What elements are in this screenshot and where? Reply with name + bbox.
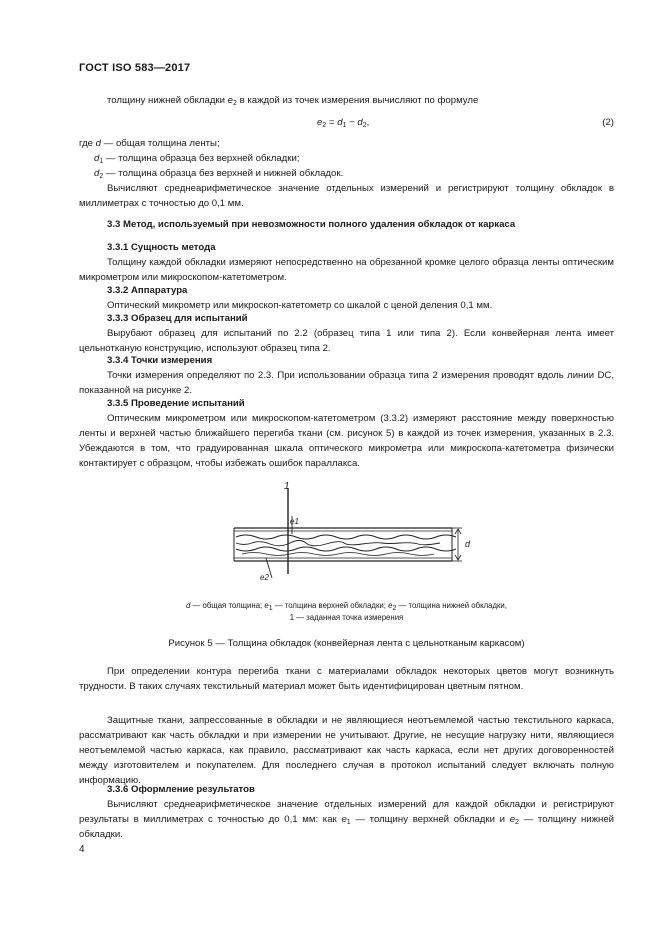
where-line-2 [79,151,614,166]
intro-var: e [227,95,233,106]
formula-2 [79,117,614,133]
s336-text-post: — толщину нижней обкладки. [79,814,615,840]
where-line-1-var: d [95,138,102,149]
section-3-3-4-title: 3.3.4 Точки измерения [107,355,213,366]
contour-paragraph: При определении контура перегиба ткани с материалами обкладок некоторых цветов могут возникнуть трудности. В таких случаях текстильный материал может быть идентифицирован цветным пятном. [79,666,614,692]
section-3-3-2-title: 3.3.2 Аппаратура [107,285,188,296]
section-3-3-5-title: 3.3.5 Проведение испытаний [107,398,245,409]
legend-e2: e [388,601,393,610]
formula-d1-sub: 1 [342,122,347,129]
belt-cross-section-figure [222,476,472,588]
where-line-3-var: d [94,168,100,179]
section-3-3-title: 3.3 Метод, используемый при невозможности полного удаления обкладок от каркаса [107,219,516,230]
section-3-3-3-title: 3.3.3 Образец для испытаний [107,313,248,324]
formula-number: (2) [602,117,614,128]
mean-paragraph: Вычисляют среднеарифметическое значение отдельных измерений и регистрируют толщину обкладок в миллиметрах с точностью до 0,1 мм. [79,183,614,209]
legend-e1-sub: 1 [268,605,273,612]
section-3-3-6-title: 3.3.6 Оформление результатов [107,784,255,795]
where-line-3 [79,166,614,181]
where-clause [79,136,614,181]
where-line-1-text: — общая толщина ленты; [101,138,220,149]
section-3-3-2-text: Оптический микрометр или микроскоп-катетометр со шкалой с ценой деления 0,1 мм. [107,300,493,311]
where-line-1-pre: где [79,138,96,149]
intro-var-sub: 2 [233,100,237,107]
intro-line [79,93,614,108]
section-3-3-6 [79,782,614,842]
formula-d2-sub: 2 [362,122,367,129]
section-3-3-1 [79,240,614,285]
formula-d1: d [337,117,343,128]
formula-tail: , [366,117,370,128]
section-3-3-3 [79,311,614,356]
where-line-3-sub: 2 [99,173,104,180]
formula-lhs: e [317,117,323,128]
e2-label: e2 [260,573,269,582]
legend-d-text: — общая толщина; [190,601,265,610]
protective-fabric-paragraph: Защитные ткани, запрессованные в обкладки и не являющиеся неотъемлемой частью текстильного каркаса, рассматривают как часть обкладки и при измерении не учитывают. Другие, не несущие нагрузку нити, являющиеся неотъемлемой частью каркаса, как правило, рассматривают как часть каркаса, если нет других договоренностей между изготовителем и покупателем. Для последнего случая в протокол испытаний следует включать полную информацию. [79,715,614,786]
section-3-3-4-text: Точки измерения определяют по 2.3. При использовании образца типа 2 измерения проводят вдоль линии DC, показанной на рисунке 2. [79,370,614,396]
where-line-1 [79,136,614,151]
page-number: 4 [79,844,85,855]
s336-e1-sub: 1 [346,819,351,826]
legend-e2-sub: 2 [392,605,397,612]
fabric-weave-line-4 [242,553,434,556]
fabric-weave-line-3 [236,547,456,551]
s336-e1: e [341,814,347,825]
figure-legend-line-2: 1 — заданная точка измерения [289,613,404,622]
section-3-3-1-text: Толщину каждой обкладки измеряют непосредственно на обрезанной кромке целого образца ленты оптическим микрометром или микроскопом-катетометром. [79,257,614,283]
section-3-3-6-text [79,797,614,842]
where-line-3-text: — толщина образца без верхней и нижней обкладок. [103,168,344,179]
s336-e2: e [509,814,516,825]
document-code-header: ГОСТ ISO 583—2017 [79,62,191,74]
formula-eq: = [326,117,338,128]
e1-label: e1 [290,517,299,526]
s336-text-mid: — толщину верхней обкладки и [350,814,510,825]
fabric-weave-line-1 [236,535,456,539]
section-3-3-5-text: Оптическим микрометром или микроскопом-катетометром (3.3.2) измеряют расстояние между поверхностью ленты и верхней частью ближайшего перегиба ткани (см. рисунок 5) в каждой из точек измерения, указанных в 2.3. Убеждаются в том, что градуированная шкала оптического микрометра или микроскопа-катетометра физически контактирует с образцом, чтобы избежать ошибок параллакса. [79,413,614,469]
s336-text-pre: Вычисляют среднеарифметическое значение отдельных измерений для каждой обкладки и регистрируют результаты в миллиметрах с точностью до 0,1 мм: как [79,799,614,825]
where-line-2-text: — толщина образца без верхней обкладки; [103,153,300,164]
intro-text-post: в каждой из точек измерения вычисляют по формуле [236,95,479,106]
section-3-3-1-title: 3.3.1 Сущность метода [107,242,216,253]
s336-e2-sub: 2 [515,819,519,826]
section-3-3-5 [79,396,614,471]
section-3-3-4 [79,353,614,398]
formula-lhs-sub: 2 [322,122,327,129]
figure-legend-line-1 [79,600,614,612]
d-label: d [465,539,471,549]
legend-e1-text: — толщина верхней обкладки; [272,601,389,610]
intro-text-pre: толщину нижней обкладки [107,95,228,106]
legend-d: d [186,601,191,610]
legend-e2-text: — толщина нижней обкладки, [396,601,507,610]
legend-e1: e [264,601,269,610]
section-3-3-3-text: Вырубают образец для испытаний по 2.2 (образец типа 1 или типа 2). Если конвейерная лента имеет цельнотканую конструкцию, используют образец типа 2. [79,328,614,354]
figure-caption: Рисунок 5 — Толщина обкладок (конвейерная лента с цельнотканым каркасом) [168,638,525,649]
formula-minus: − [346,117,358,128]
section-3-3-2 [79,283,614,313]
formula-expression [317,117,369,128]
where-line-2-var: d [94,153,100,164]
formula-d2: d [357,117,363,128]
fabric-weave-line-2 [236,541,440,546]
where-line-2-sub: 1 [99,158,104,165]
measurement-point-label: 1 [284,481,290,492]
